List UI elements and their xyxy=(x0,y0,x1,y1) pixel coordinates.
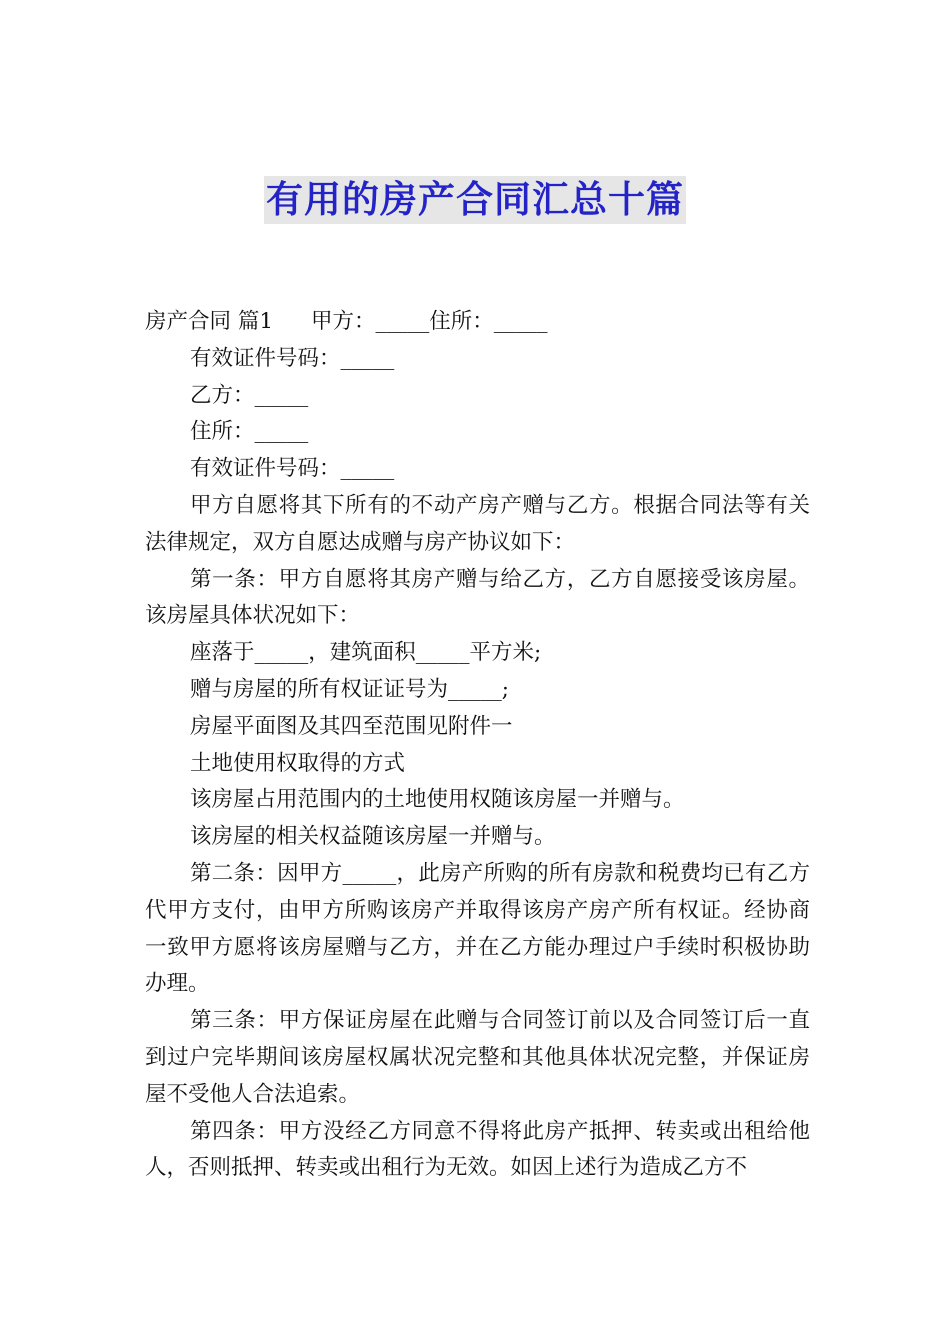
paragraph: 第二条：因甲方_____，此房产所购的所有房款和税费均已有乙方代甲方支付，由甲方所购该房产并取得该房产房产所有权证。经协商一致甲方愿将该房屋赠与乙方，并在乙方能办理过户手续时积极协助办理。 xyxy=(145,860,810,997)
first-line xyxy=(145,304,810,341)
document-body xyxy=(145,304,810,1187)
paragraph: 住所：_____ xyxy=(190,419,309,445)
paragraph: 第一条：甲方自愿将其房产赠与给乙方，乙方自愿接受该房屋。该房屋具体状况如下： xyxy=(145,566,810,629)
party-a-line: 甲方：_____住所：_____ xyxy=(311,309,548,334)
paragraph: 有效证件号码：_____ xyxy=(190,456,395,482)
paragraph: 第三条：甲方保证房屋在此赠与合同签订前以及合同签订后一直到过户完毕期间该房屋权属状况完整和其他具体状况完整，并保证房屋不受他人合法追索。 xyxy=(145,1008,810,1107)
paragraph: 第四条：甲方没经乙方同意不得将此房产抵押、转卖或出租给他人，否则抵押、转卖或出租行为无效。如因上述行为造成乙方不 xyxy=(145,1118,810,1181)
paragraph: 有效证件号码：_____ xyxy=(190,345,395,371)
paragraph: 甲方自愿将其下所有的不动产房产赠与乙方。根据合同法等有关法律规定，双方自愿达成赠与房产协议如下： xyxy=(145,492,810,555)
section-heading: 房产合同 篇1 xyxy=(145,309,274,334)
paragraph: 赠与房屋的所有权证证号为_____; xyxy=(190,676,509,702)
title-container xyxy=(0,176,950,224)
paragraph: 座落于_____，建筑面积_____平方米; xyxy=(190,640,542,666)
paragraph: 该房屋占用范围内的土地使用权随该房屋一并赠与。 xyxy=(190,787,685,813)
paragraph: 该房屋的相关权益随该房屋一并赠与。 xyxy=(190,824,556,850)
paragraph: 乙方：_____ xyxy=(190,382,309,408)
document-title: 有用的房产合同汇总十篇 xyxy=(264,176,686,224)
paragraph: 土地使用权取得的方式 xyxy=(190,750,406,776)
paragraph: 房屋平面图及其四至范围见附件一 xyxy=(190,713,513,739)
